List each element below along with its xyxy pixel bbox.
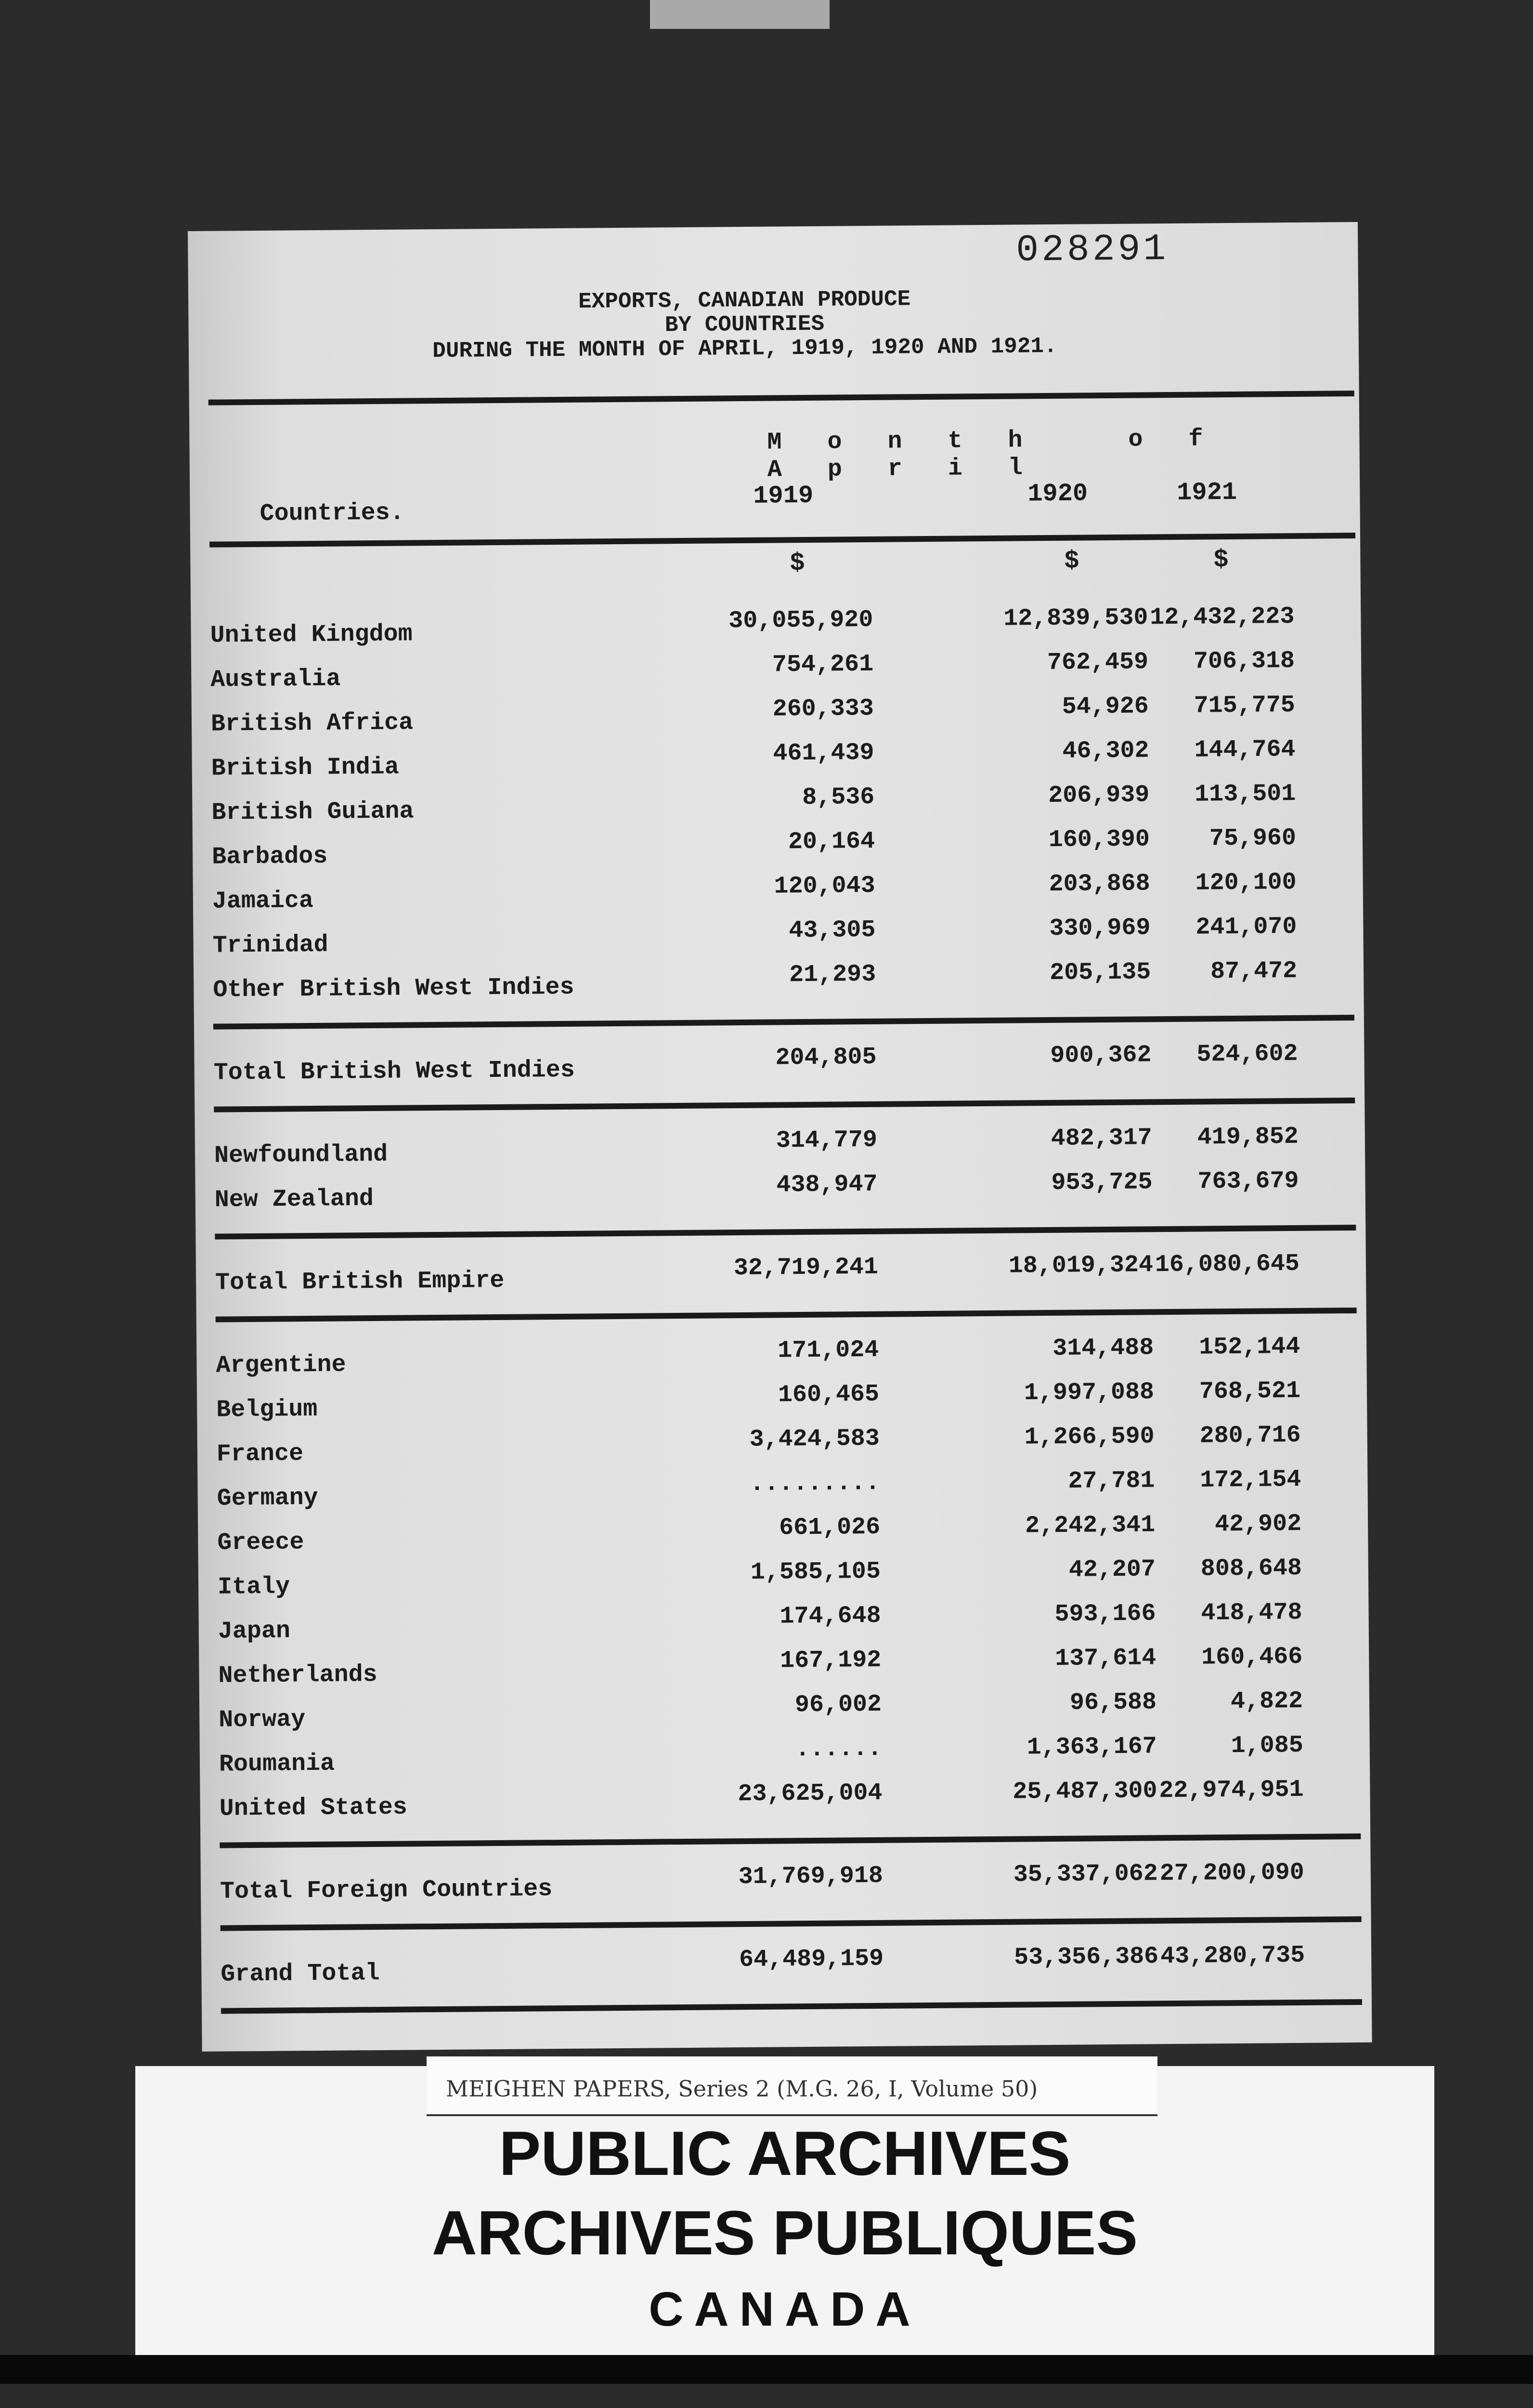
value-1920: 206,939: [1048, 781, 1150, 810]
archive-stamp-country: CANADA: [649, 2282, 921, 2336]
value-1920: 762,459: [1047, 648, 1149, 677]
section-rule: [214, 1098, 1355, 1112]
value-1921: 706,318: [1193, 647, 1295, 676]
value-1921: 280,716: [1199, 1421, 1301, 1450]
value-1921: 75,960: [1209, 824, 1297, 853]
value-1919: 8,536: [802, 783, 875, 812]
value-1919: 174,648: [779, 1602, 881, 1631]
value-1920: 1,997,088: [1024, 1378, 1155, 1407]
country-name: Total British Empire: [215, 1267, 505, 1297]
value-1920: 203,868: [1049, 870, 1150, 898]
value-1921: 144,764: [1194, 735, 1296, 764]
value-1921: 768,521: [1199, 1377, 1301, 1406]
value-1921: 113,501: [1194, 780, 1296, 809]
value-1920: 46,302: [1062, 737, 1149, 765]
value-1919: 23,625,004: [738, 1779, 883, 1808]
country-name: Italy: [217, 1573, 290, 1601]
section-rule: [216, 1308, 1357, 1322]
countries-column-header: Countries.: [260, 499, 404, 528]
value-1919: 64,489,159: [739, 1945, 884, 1974]
document-number: 028291: [1016, 228, 1169, 272]
archive-stamp-fr: ARCHIVES PUBLIQUES: [431, 2198, 1138, 2268]
section-rule: [220, 1833, 1361, 1848]
currency-1919: $: [790, 549, 805, 578]
table-row: [221, 1941, 1362, 1995]
value-1920: 18,019,324: [1008, 1251, 1154, 1280]
value-1920: 25,487,300: [1013, 1777, 1157, 1806]
value-1919: 30,055,920: [728, 606, 873, 635]
country-name: New Zealand: [214, 1185, 374, 1214]
month-label: Month of April: [767, 425, 1249, 484]
value-1919: 754,261: [772, 650, 874, 679]
value-1921: 22,974,951: [1159, 1776, 1304, 1805]
value-1920: 137,614: [1055, 1644, 1156, 1673]
country-name: Netherlands: [218, 1661, 377, 1690]
archive-reference-text: MEIGHEN PAPERS, Series 2 (M.G. 26, I, Volume 50): [446, 2076, 1038, 2102]
value-1921: 715,775: [1194, 691, 1296, 720]
section-rule: [213, 1015, 1354, 1030]
value-1920: 2,242,341: [1025, 1511, 1156, 1540]
table-row: [219, 1776, 1361, 1829]
archive-stamp-en: PUBLIC ARCHIVES: [499, 2118, 1071, 2188]
value-1919: 204,805: [775, 1043, 877, 1072]
year-header-1921: 1921: [1177, 478, 1237, 507]
country-name: Greece: [217, 1529, 304, 1557]
value-1920: 953,725: [1051, 1168, 1153, 1197]
archive-reference-label: [427, 2056, 1157, 2116]
country-name: Total British West Indies: [213, 1056, 575, 1087]
value-1919: 461,439: [773, 739, 874, 768]
country-name: Japan: [218, 1617, 291, 1646]
value-1920: 160,390: [1048, 825, 1150, 854]
document-page: [188, 222, 1372, 2052]
country-name: France: [216, 1440, 304, 1468]
country-name: United Kingdom: [210, 620, 413, 650]
value-1920: 330,969: [1049, 914, 1151, 942]
value-1919: 260,333: [772, 694, 874, 723]
title-line-1: EXPORTS, CANADIAN PRODUCE: [578, 287, 911, 314]
value-1921: 4,822: [1230, 1687, 1303, 1716]
value-1921: 160,466: [1201, 1643, 1303, 1672]
currency-1920: $: [1064, 547, 1079, 576]
value-1920: 96,588: [1069, 1688, 1157, 1717]
value-1920: 54,926: [1062, 693, 1149, 721]
header-rule-top: [208, 391, 1354, 406]
value-1920: 900,362: [1050, 1041, 1152, 1070]
table-end-rule: [221, 1999, 1362, 2014]
value-1919: 20,164: [788, 827, 875, 856]
country-name: Jamaica: [212, 887, 314, 916]
value-1921: 241,070: [1195, 913, 1297, 942]
value-1921: 42,902: [1214, 1510, 1302, 1539]
value-1919: 167,192: [780, 1646, 882, 1675]
table-row: [215, 1250, 1357, 1303]
value-1919: 32,719,241: [733, 1253, 879, 1283]
value-1920: 35,337,062: [1013, 1860, 1158, 1889]
value-1920: 482,317: [1051, 1124, 1153, 1152]
country-name: Germany: [217, 1484, 318, 1513]
country-name: Australia: [210, 665, 341, 694]
value-1921: 172,154: [1200, 1466, 1301, 1494]
currency-1921: $: [1213, 546, 1229, 575]
value-1920: 205,135: [1049, 958, 1151, 987]
table-row: [220, 1858, 1362, 1912]
value-1920: 1,363,167: [1026, 1733, 1157, 1762]
value-1920: 12,839,530: [1003, 604, 1148, 633]
value-1921: 419,852: [1197, 1123, 1299, 1152]
value-1919: 171,024: [778, 1336, 879, 1365]
header-rule-bottom: [209, 533, 1355, 548]
country-name: Belgium: [216, 1395, 318, 1424]
value-1919: 31,769,918: [738, 1862, 883, 1891]
value-1919: 314,779: [776, 1126, 878, 1155]
value-1921: 27,200,090: [1159, 1858, 1305, 1888]
value-1919: 43,305: [789, 916, 876, 945]
value-1919: 21,293: [789, 960, 876, 989]
value-1919: 96,002: [794, 1690, 882, 1719]
table-row: [213, 957, 1354, 1010]
value-1919: 3,424,583: [749, 1425, 880, 1453]
title-line-2: BY COUNTRIES: [664, 311, 825, 338]
value-1921: 808,648: [1200, 1554, 1302, 1583]
value-1919: 120,043: [774, 872, 875, 901]
country-name: British Guiana: [211, 798, 414, 827]
country-name: Other British West Indies: [213, 973, 574, 1004]
exports-table: [210, 602, 1362, 2033]
value-1921: 12,432,223: [1150, 602, 1295, 632]
country-name: Grand Total: [221, 1959, 380, 1989]
value-1919: 160,465: [778, 1380, 880, 1409]
bottom-band: [0, 2355, 1533, 2384]
country-name: Argentine: [216, 1351, 346, 1380]
value-1921: 152,144: [1199, 1333, 1300, 1361]
value-1919: .........: [750, 1469, 880, 1498]
value-1921: 418,478: [1201, 1598, 1302, 1627]
section-rule: [215, 1225, 1356, 1240]
title-line-3: DURING THE MONTH OF APRIL, 1919, 1920 AND 1921.: [432, 333, 1057, 364]
country-name: Newfoundland: [214, 1140, 388, 1170]
value-1920: 42,207: [1068, 1556, 1156, 1584]
value-1919: 438,947: [776, 1170, 878, 1199]
top-mount-tab: [650, 0, 830, 29]
value-1920: 53,356,386: [1013, 1943, 1159, 1972]
value-1920: 27,781: [1068, 1467, 1155, 1495]
value-1921: 87,472: [1210, 957, 1298, 986]
value-1921: 16,080,645: [1155, 1250, 1300, 1279]
country-name: Barbados: [211, 842, 328, 871]
country-name: Trinidad: [212, 931, 328, 960]
section-rule: [221, 1916, 1362, 1931]
value-1921: 763,679: [1197, 1167, 1299, 1196]
value-1920: 314,488: [1052, 1334, 1154, 1362]
table-row: [213, 1040, 1355, 1093]
country-name: United States: [219, 1793, 408, 1823]
table-row: [214, 1167, 1356, 1220]
value-1921: 524,602: [1196, 1040, 1298, 1069]
country-name: Roumania: [219, 1750, 335, 1779]
value-1920: 1,266,590: [1024, 1423, 1155, 1452]
value-1919: ......: [795, 1735, 883, 1764]
country-name: Total Foreign Countries: [220, 1875, 553, 1906]
country-name: Norway: [219, 1706, 306, 1734]
value-1921: 1,085: [1231, 1731, 1303, 1760]
country-name: British Africa: [210, 709, 414, 738]
year-header-1920: 1920: [1027, 479, 1088, 509]
year-header-1919: 1919: [753, 481, 814, 510]
value-1919: 1,585,105: [750, 1557, 881, 1586]
country-name: British India: [211, 753, 400, 783]
value-1921: 43,280,735: [1160, 1941, 1305, 1971]
value-1919: 661,026: [779, 1513, 881, 1542]
value-1921: 120,100: [1195, 868, 1297, 897]
value-1920: 593,166: [1054, 1600, 1156, 1628]
